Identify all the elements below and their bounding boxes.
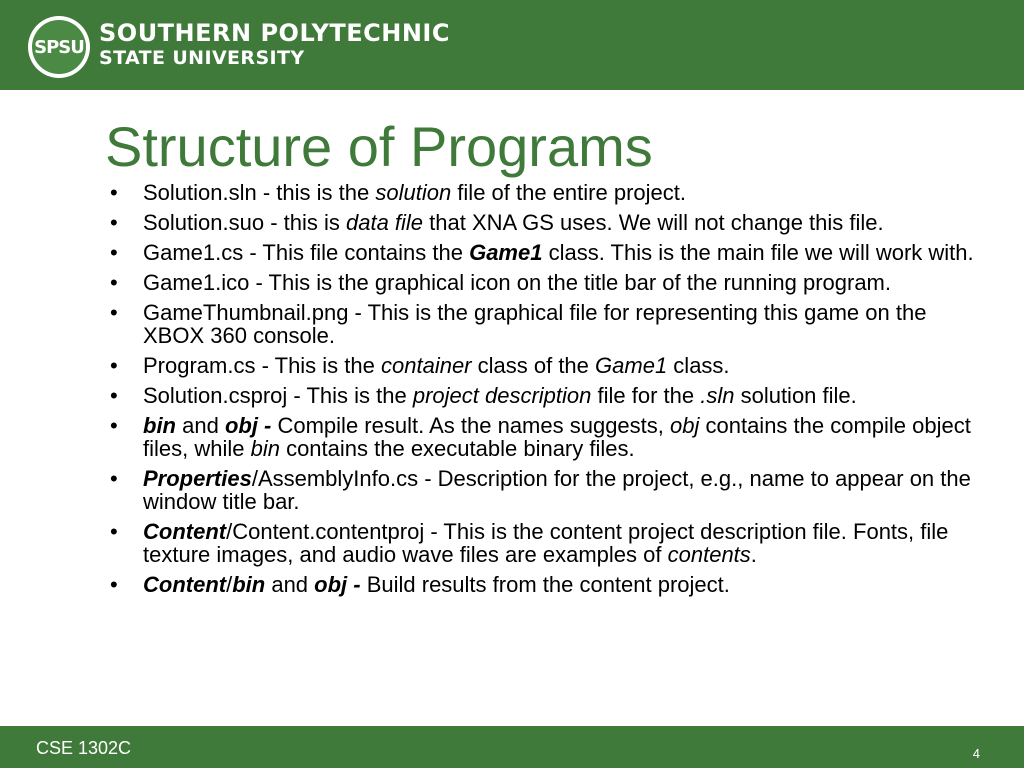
bullet-icon: • — [110, 466, 118, 491]
header-bar — [0, 0, 1024, 90]
bullet-item: • Content/bin and obj - Build results from the content project. — [110, 572, 730, 597]
university-name-line1: SOUTHERN POLYTECHNIC — [99, 19, 450, 47]
bullet-item: • bin and obj - Compile result. As the names suggests, obj contains the compile object files, while bin contains the executable binary files. — [110, 413, 971, 461]
bullet-item: • Game1.cs - This file contains the Game1 class. This is the main file we will work with. — [110, 240, 974, 265]
bullet-icon: • — [110, 572, 118, 597]
bullet-icon: • — [110, 180, 118, 205]
bullet-icon: • — [110, 353, 118, 378]
university-name-line2: STATE UNIVERSITY — [99, 47, 305, 69]
course-code: CSE 1302C — [36, 738, 132, 758]
bullet-item: • Solution.sln - this is the solution file of the entire project. — [110, 180, 686, 205]
slide-number: 4 — [972, 746, 980, 761]
bullet-icon: • — [110, 300, 118, 325]
bullet-icon: • — [110, 240, 118, 265]
footer-bar — [0, 726, 1024, 768]
bullet-item: • Properties/AssemblyInfo.cs - Description for the project, e.g., name to appear on the window title bar. — [110, 466, 971, 514]
slide-title: Structure of Programs — [105, 115, 653, 178]
bullet-list — [110, 181, 980, 603]
bullet-item: • Program.cs - This is the container class of the Game1 class. — [110, 353, 730, 378]
bullet-item: • Solution.csproj - This is the project description file for the .sln solution file. — [110, 383, 857, 408]
bullet-icon: • — [110, 519, 118, 544]
bullet-item: • GameThumbnail.png - This is the graphical file for representing this game on the XBOX 360 console. — [110, 300, 927, 348]
bullet-icon: • — [110, 383, 118, 408]
logo-abbreviation: SPSU — [34, 36, 84, 58]
university-seal-icon — [28, 16, 90, 78]
bullet-item: • Game1.ico - This is the graphical icon on the title bar of the running program. — [110, 270, 891, 295]
bullet-item: • Content/Content.contentproj - This is the content project description file. Fonts, file texture images, and audio wave files are examples of contents. — [110, 519, 949, 567]
bullet-item: • Solution.suo - this is data file that XNA GS uses. We will not change this file. — [110, 210, 884, 235]
bullet-icon: • — [110, 210, 118, 235]
bullet-icon: • — [110, 270, 118, 295]
bullet-icon: • — [110, 413, 118, 438]
